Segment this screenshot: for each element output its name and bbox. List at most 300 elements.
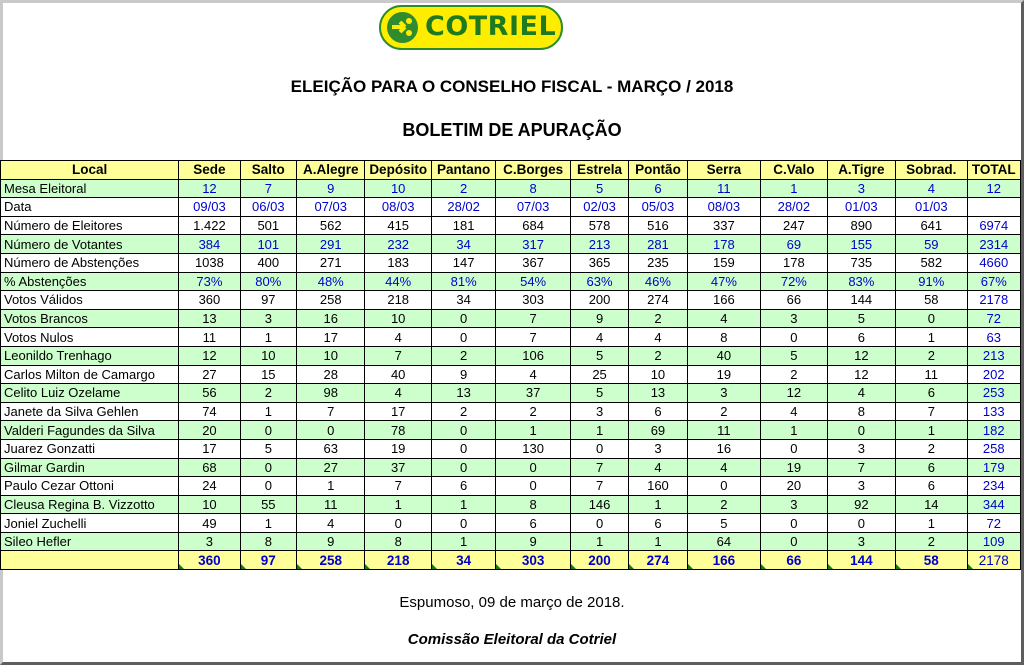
table-cell: 0	[827, 514, 895, 533]
table-cell: 3	[761, 495, 827, 514]
table-cell: 415	[365, 216, 431, 235]
table-cell: 7	[365, 477, 431, 496]
table-cell: 3	[570, 402, 628, 421]
table-cell: 179	[967, 458, 1020, 477]
table-cell: 0	[365, 514, 431, 533]
row-label: Votos Válidos	[1, 291, 179, 310]
column-header: C.Valo	[761, 161, 827, 180]
table-cell: 2178	[967, 291, 1020, 310]
table-cell: 0	[240, 458, 296, 477]
cotriel-logo	[379, 5, 563, 50]
table-cell: 6	[496, 514, 571, 533]
table-cell: 7	[297, 402, 365, 421]
table-cell: 3	[827, 439, 895, 458]
table-cell: 02/03	[570, 198, 628, 217]
table-cell: 24	[179, 477, 240, 496]
table-cell: 63	[967, 328, 1020, 347]
table-cell: 2	[761, 365, 827, 384]
table-cell: 0	[570, 514, 628, 533]
table-cell: 5	[240, 439, 296, 458]
table-cell: 9	[496, 532, 571, 551]
table-cell: 56	[179, 384, 240, 403]
table-cell: 344	[967, 495, 1020, 514]
table-cell: 6	[896, 384, 967, 403]
logo-emblem-icon	[387, 12, 418, 43]
table-cell: 5	[570, 179, 628, 198]
table-cell: 4	[365, 328, 431, 347]
table-row	[1, 253, 1021, 272]
table-cell: 08/03	[687, 198, 761, 217]
table-cell: 59	[896, 235, 967, 254]
table-cell: 11	[179, 328, 240, 347]
table-cell: 9	[297, 179, 365, 198]
table-cell: 05/03	[629, 198, 687, 217]
table-cell: 2	[629, 346, 687, 365]
totals-row	[1, 551, 1021, 570]
table-cell: 101	[240, 235, 296, 254]
table-cell: 2	[240, 384, 296, 403]
row-label: Celito Luiz Ozelame	[1, 384, 179, 403]
table-cell: 130	[496, 439, 571, 458]
table-cell: 27	[179, 365, 240, 384]
table-cell: 10	[365, 309, 431, 328]
table-row	[1, 439, 1021, 458]
total-cell: 66	[761, 551, 827, 570]
row-label: Juarez Gonzatti	[1, 439, 179, 458]
total-cell: 274	[629, 551, 687, 570]
table-cell: 10	[365, 179, 431, 198]
table-cell: 1.422	[179, 216, 240, 235]
table-cell: 360	[179, 291, 240, 310]
document-title: ELEIÇÃO PARA O CONSELHO FISCAL - MARÇO / 2018	[290, 77, 734, 96]
table-cell: 1	[629, 532, 687, 551]
total-cell: 258	[297, 551, 365, 570]
table-cell: 7	[240, 179, 296, 198]
table-cell: 274	[629, 291, 687, 310]
table-cell: 11	[687, 179, 761, 198]
table-cell: 12	[827, 365, 895, 384]
row-label: Leonildo Trenhago	[1, 346, 179, 365]
table-cell: 5	[687, 514, 761, 533]
table-cell: 641	[896, 216, 967, 235]
table-cell: 1	[297, 477, 365, 496]
row-label: Número de Eleitores	[1, 216, 179, 235]
table-cell: 07/03	[297, 198, 365, 217]
table-cell: 10	[297, 346, 365, 365]
table-cell: 48%	[297, 272, 365, 291]
table-cell: 11	[687, 421, 761, 440]
table-cell: 3	[240, 309, 296, 328]
column-header: Pontão	[629, 161, 687, 180]
table-cell: 232	[365, 235, 431, 254]
table-cell: 16	[297, 309, 365, 328]
table-cell: 15	[240, 365, 296, 384]
table-cell: 1	[431, 495, 495, 514]
table-cell: 14	[896, 495, 967, 514]
table-cell	[967, 198, 1020, 217]
table-cell: 58	[896, 291, 967, 310]
table-cell: 6	[896, 477, 967, 496]
table-cell: 213	[967, 346, 1020, 365]
table-row	[1, 384, 1021, 403]
table-cell: 17	[179, 439, 240, 458]
table-row	[1, 328, 1021, 347]
row-label: Votos Nulos	[1, 328, 179, 347]
table-cell: 516	[629, 216, 687, 235]
row-label: Cleusa Regina B. Vizzotto	[1, 495, 179, 514]
column-header: Sede	[179, 161, 240, 180]
table-cell: 2	[687, 402, 761, 421]
table-cell: 3	[827, 532, 895, 551]
total-cell: 303	[496, 551, 571, 570]
row-label: Joniel Zuchelli	[1, 514, 179, 533]
table-cell: 40	[365, 365, 431, 384]
row-label: Número de Abstenções	[1, 253, 179, 272]
table-cell: 7	[496, 328, 571, 347]
table-cell: 9	[431, 365, 495, 384]
table-cell: 303	[496, 291, 571, 310]
table-cell: 1	[240, 514, 296, 533]
table-cell: 0	[496, 477, 571, 496]
table-cell: 01/03	[827, 198, 895, 217]
table-cell: 2	[431, 402, 495, 421]
table-row	[1, 402, 1021, 421]
table-cell: 317	[496, 235, 571, 254]
total-cell: 360	[179, 551, 240, 570]
table-cell: 0	[431, 421, 495, 440]
table-cell: 178	[761, 253, 827, 272]
total-cell: 166	[687, 551, 761, 570]
table-cell: 80%	[240, 272, 296, 291]
table-cell: 8	[240, 532, 296, 551]
table-cell: 8	[687, 328, 761, 347]
table-cell: 181	[431, 216, 495, 235]
table-cell: 247	[761, 216, 827, 235]
table-cell: 98	[297, 384, 365, 403]
table-cell: 2	[629, 309, 687, 328]
table-cell: 5	[570, 346, 628, 365]
table-cell: 63%	[570, 272, 628, 291]
table-cell: 68	[179, 458, 240, 477]
table-cell: 0	[761, 439, 827, 458]
table-cell: 1	[896, 328, 967, 347]
table-cell: 28/02	[431, 198, 495, 217]
table-cell: 400	[240, 253, 296, 272]
table-cell: 4	[687, 309, 761, 328]
table-cell: 74	[179, 402, 240, 421]
table-cell: 20	[761, 477, 827, 496]
table-cell: 235	[629, 253, 687, 272]
table-cell: 182	[967, 421, 1020, 440]
table-cell: 160	[629, 477, 687, 496]
table-cell: 1	[896, 514, 967, 533]
table-cell: 4660	[967, 253, 1020, 272]
row-label: Data	[1, 198, 179, 217]
total-cell: 144	[827, 551, 895, 570]
table-cell: 1	[431, 532, 495, 551]
table-cell: 09/03	[179, 198, 240, 217]
column-header: Depósito	[365, 161, 431, 180]
table-cell: 0	[761, 532, 827, 551]
table-cell: 13	[629, 384, 687, 403]
table-cell: 6	[629, 179, 687, 198]
table-cell: 2	[431, 346, 495, 365]
table-cell: 34	[431, 235, 495, 254]
table-row	[1, 272, 1021, 291]
column-header: Estrela	[570, 161, 628, 180]
table-cell: 72	[967, 514, 1020, 533]
table-cell: 258	[967, 439, 1020, 458]
table-cell: 49	[179, 514, 240, 533]
table-row	[1, 291, 1021, 310]
table-cell: 562	[297, 216, 365, 235]
table-row	[1, 346, 1021, 365]
table-cell: 1	[570, 532, 628, 551]
table-cell: 7	[827, 458, 895, 477]
table-row	[1, 514, 1021, 533]
table-cell: 0	[297, 421, 365, 440]
row-label: Votos Brancos	[1, 309, 179, 328]
table-row	[1, 179, 1021, 198]
total-cell: 2178	[967, 551, 1020, 570]
total-cell: 200	[570, 551, 628, 570]
table-cell: 40	[687, 346, 761, 365]
table-cell: 890	[827, 216, 895, 235]
column-header: Local	[1, 161, 179, 180]
table-cell: 12	[179, 179, 240, 198]
table-cell: 0	[687, 477, 761, 496]
table-row	[1, 216, 1021, 235]
table-cell: 4	[629, 328, 687, 347]
table-cell: 4	[761, 402, 827, 421]
table-cell: 0	[431, 458, 495, 477]
table-cell: 4	[297, 514, 365, 533]
table-row	[1, 532, 1021, 551]
column-header: A.Alegre	[297, 161, 365, 180]
column-header: Salto	[240, 161, 296, 180]
logo-text: COTRIEL	[425, 11, 557, 42]
table-cell: 8	[496, 495, 571, 514]
table-cell: 19	[761, 458, 827, 477]
table-cell: 3	[179, 532, 240, 551]
table-cell: 54%	[496, 272, 571, 291]
table-cell: 202	[967, 365, 1020, 384]
table-cell: 9	[570, 309, 628, 328]
table-row	[1, 477, 1021, 496]
table-cell: 684	[496, 216, 571, 235]
table-cell: 47%	[687, 272, 761, 291]
table-cell: 01/03	[896, 198, 967, 217]
table-cell: 0	[431, 328, 495, 347]
table-cell: 271	[297, 253, 365, 272]
row-label: Valderi Fagundes da Silva	[1, 421, 179, 440]
table-cell: 2	[431, 179, 495, 198]
table-cell: 19	[365, 439, 431, 458]
table-cell: 13	[179, 309, 240, 328]
column-header: Serra	[687, 161, 761, 180]
table-cell: 67%	[967, 272, 1020, 291]
table-cell: 281	[629, 235, 687, 254]
table-cell: 7	[365, 346, 431, 365]
table-cell: 1	[240, 328, 296, 347]
table-cell: 578	[570, 216, 628, 235]
table-cell: 7	[570, 477, 628, 496]
table-cell: 1	[570, 421, 628, 440]
table-cell: 365	[570, 253, 628, 272]
table-cell: 133	[967, 402, 1020, 421]
table-cell: 69	[629, 421, 687, 440]
table-cell: 72%	[761, 272, 827, 291]
table-cell: 8	[365, 532, 431, 551]
table-cell: 183	[365, 253, 431, 272]
table-row	[1, 458, 1021, 477]
table-cell: 735	[827, 253, 895, 272]
table-cell: 8	[496, 179, 571, 198]
table-cell: 6	[629, 402, 687, 421]
table-cell: 7	[896, 402, 967, 421]
table-cell: 5	[570, 384, 628, 403]
table-cell: 55	[240, 495, 296, 514]
table-cell: 0	[570, 439, 628, 458]
table-cell: 0	[896, 309, 967, 328]
table-cell: 44%	[365, 272, 431, 291]
table-cell: 5	[761, 346, 827, 365]
table-cell: 4	[687, 458, 761, 477]
table-cell: 97	[240, 291, 296, 310]
column-header: C.Borges	[496, 161, 571, 180]
table-cell: 08/03	[365, 198, 431, 217]
table-cell: 91%	[896, 272, 967, 291]
table-cell: 3	[827, 179, 895, 198]
table-cell: 234	[967, 477, 1020, 496]
table-row	[1, 309, 1021, 328]
table-row	[1, 365, 1021, 384]
table-cell: 10	[240, 346, 296, 365]
table-cell: 4	[629, 458, 687, 477]
results-table	[0, 160, 1021, 570]
column-header: Sobrad.	[896, 161, 967, 180]
table-cell: 0	[761, 514, 827, 533]
table-cell: 109	[967, 532, 1020, 551]
row-label: Carlos Milton de Camargo	[1, 365, 179, 384]
table-cell: 0	[240, 421, 296, 440]
table-cell: 159	[687, 253, 761, 272]
table-cell: 4	[365, 384, 431, 403]
table-cell: 218	[365, 291, 431, 310]
total-cell: 218	[365, 551, 431, 570]
table-cell: 4	[827, 384, 895, 403]
table-cell: 20	[179, 421, 240, 440]
table-cell: 0	[431, 439, 495, 458]
table-cell: 6	[896, 458, 967, 477]
signature: Comissão Eleitoral da Cotriel	[407, 631, 617, 648]
table-cell: 28/02	[761, 198, 827, 217]
table-cell: 6	[827, 328, 895, 347]
table-cell: 3	[629, 439, 687, 458]
table-cell: 166	[687, 291, 761, 310]
table-cell: 144	[827, 291, 895, 310]
table-cell: 3	[827, 477, 895, 496]
table-cell: 73%	[179, 272, 240, 291]
table-cell: 34	[431, 291, 495, 310]
row-label: Paulo Cezar Ottoni	[1, 477, 179, 496]
table-cell: 213	[570, 235, 628, 254]
table-cell: 4	[896, 179, 967, 198]
table-cell: 1	[896, 421, 967, 440]
table-cell: 72	[967, 309, 1020, 328]
table-cell: 367	[496, 253, 571, 272]
table-row	[1, 495, 1021, 514]
table-cell: 9	[297, 532, 365, 551]
table-cell: 3	[761, 309, 827, 328]
table-cell: 146	[570, 495, 628, 514]
table-cell: 11	[896, 365, 967, 384]
table-cell: 11	[297, 495, 365, 514]
total-cell: 34	[431, 551, 495, 570]
table-cell: 2	[896, 439, 967, 458]
row-label: Mesa Eleitoral	[1, 179, 179, 198]
table-cell: 83%	[827, 272, 895, 291]
table-cell: 2	[496, 402, 571, 421]
table-cell: 6974	[967, 216, 1020, 235]
table-cell: 2	[896, 532, 967, 551]
table-cell: 81%	[431, 272, 495, 291]
table-cell: 6	[629, 514, 687, 533]
table-cell: 147	[431, 253, 495, 272]
table-cell: 0	[496, 458, 571, 477]
table-cell: 1038	[179, 253, 240, 272]
table-cell: 8	[827, 402, 895, 421]
table-cell: 0	[431, 309, 495, 328]
table-cell: 2314	[967, 235, 1020, 254]
column-header: Pantano	[431, 161, 495, 180]
table-cell: 25	[570, 365, 628, 384]
table-cell: 0	[827, 421, 895, 440]
table-cell: 12	[761, 384, 827, 403]
row-label: Janete da Silva Gehlen	[1, 402, 179, 421]
table-cell: 28	[297, 365, 365, 384]
table-cell: 1	[240, 402, 296, 421]
table-cell: 501	[240, 216, 296, 235]
table-row	[1, 198, 1021, 217]
totals-label	[1, 551, 179, 570]
table-cell: 258	[297, 291, 365, 310]
table-cell: 155	[827, 235, 895, 254]
table-cell: 1	[761, 179, 827, 198]
table-cell: 0	[431, 514, 495, 533]
table-cell: 291	[297, 235, 365, 254]
table-cell: 27	[297, 458, 365, 477]
table-cell: 78	[365, 421, 431, 440]
table-cell: 06/03	[240, 198, 296, 217]
table-cell: 2	[687, 495, 761, 514]
table-cell: 200	[570, 291, 628, 310]
table-row	[1, 235, 1021, 254]
table-cell: 384	[179, 235, 240, 254]
table-cell: 10	[179, 495, 240, 514]
table-cell: 1	[496, 421, 571, 440]
table-cell: 7	[496, 309, 571, 328]
table-cell: 7	[570, 458, 628, 477]
table-cell: 0	[761, 328, 827, 347]
row-label: % Abstenções	[1, 272, 179, 291]
table-cell: 17	[365, 402, 431, 421]
table-cell: 69	[761, 235, 827, 254]
table-cell: 178	[687, 235, 761, 254]
table-cell: 63	[297, 439, 365, 458]
table-cell: 1	[365, 495, 431, 514]
row-label: Sileo Hefler	[1, 532, 179, 551]
